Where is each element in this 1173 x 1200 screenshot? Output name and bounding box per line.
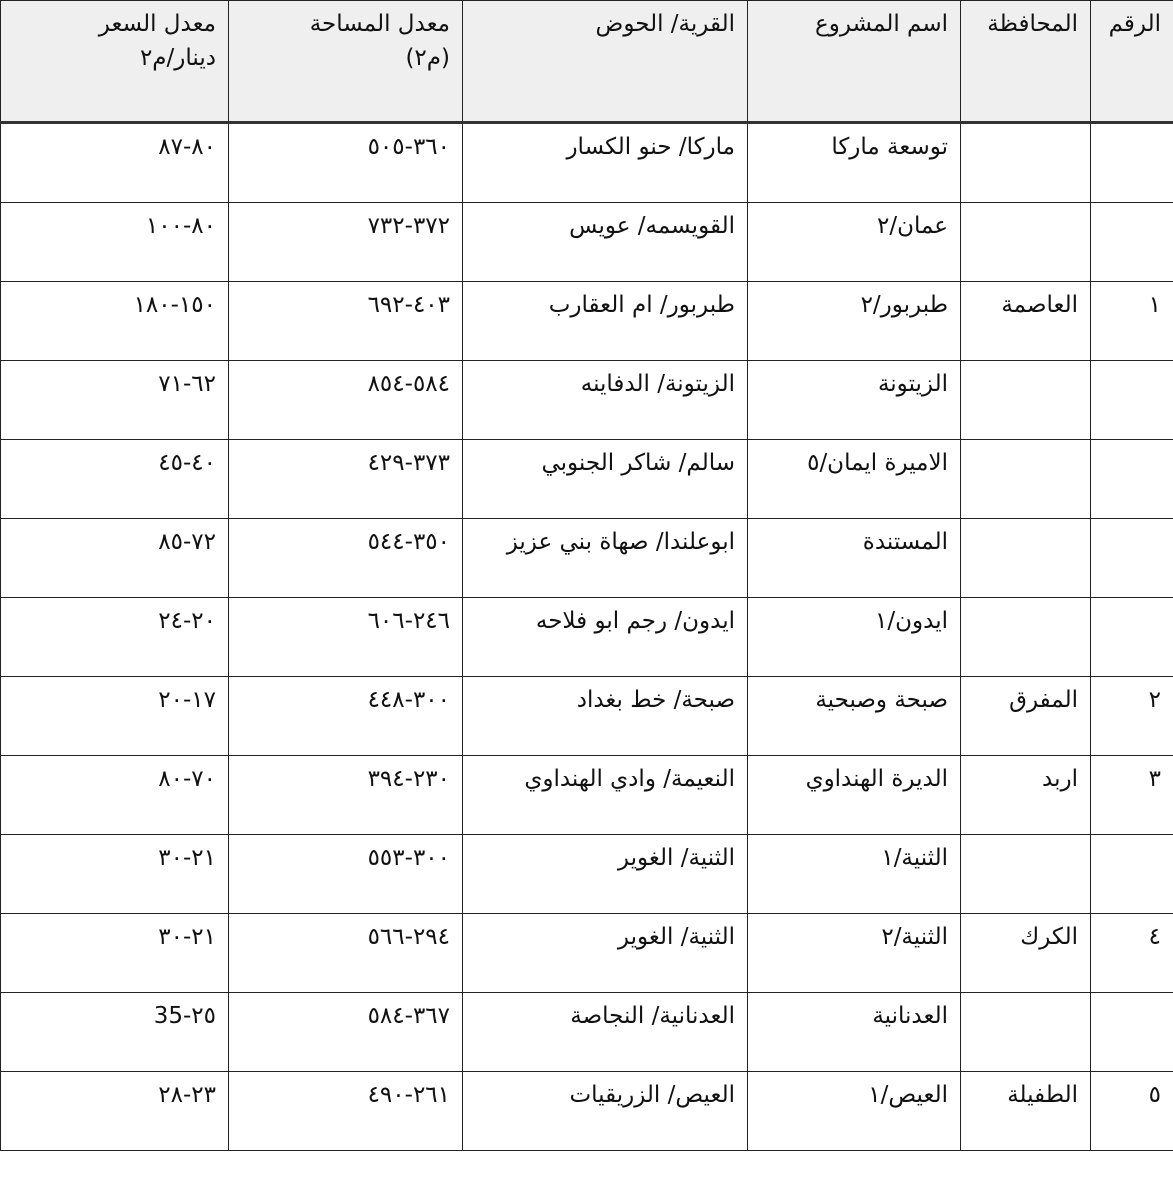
cell-village-basin: الثنية/ الغوير <box>463 914 748 993</box>
cell-governorate <box>961 440 1091 519</box>
table-row <box>1 519 1173 598</box>
cell-area-average: ٣٥٠-٥٤٤ <box>229 519 463 598</box>
cell-price-average: ٢١-٣٠ <box>1 835 229 914</box>
cell-price-average: ١٥٠-١٨٠ <box>1 282 229 361</box>
cell-governorate <box>961 361 1091 440</box>
cell-governorate: الكرك <box>961 914 1091 993</box>
cell-price-average: ٨٠-١٠٠ <box>1 203 229 282</box>
header-village-basin: القرية/ الحوض <box>463 1 748 123</box>
cell-project-name: العدنانية <box>748 993 961 1072</box>
table-row <box>1 835 1173 914</box>
cell-price-average: ٢٥-35 <box>1 993 229 1072</box>
cell-governorate <box>961 835 1091 914</box>
cell-number: ٣ <box>1091 756 1173 835</box>
cell-area-average: ٤٠٣-٦٩٢ <box>229 282 463 361</box>
cell-village-basin: العيص/ الزريقيات <box>463 1072 748 1151</box>
cell-price-average: ٢٠-٢٤ <box>1 598 229 677</box>
cell-project-name: عمان/٢ <box>748 203 961 282</box>
table-row <box>1 123 1173 203</box>
cell-number: ٥ <box>1091 1072 1173 1151</box>
header-number: الرقم <box>1091 1 1173 123</box>
cell-area-average: ٢٣٠-٣٩٤ <box>229 756 463 835</box>
table-row <box>1 203 1173 282</box>
header-project-name: اسم المشروع <box>748 1 961 123</box>
cell-area-average: ٢٦١-٤٩٠ <box>229 1072 463 1151</box>
cell-area-average: ٣٠٠-٥٥٣ <box>229 835 463 914</box>
cell-governorate <box>961 123 1091 203</box>
cell-price-average: ٢١-٣٠ <box>1 914 229 993</box>
table-header-row <box>1 1 1173 123</box>
cell-number <box>1091 598 1173 677</box>
cell-governorate <box>961 993 1091 1072</box>
cell-area-average: ٣٦٧-٥٨٤ <box>229 993 463 1072</box>
cell-village-basin: طبربور/ ام العقارب <box>463 282 748 361</box>
cell-number <box>1091 361 1173 440</box>
cell-project-name: العيص/١ <box>748 1072 961 1151</box>
cell-village-basin: العدنانية/ النجاصة <box>463 993 748 1072</box>
cell-village-basin: ايدون/ رجم ابو فلاحه <box>463 598 748 677</box>
cell-project-name: المستندة <box>748 519 961 598</box>
cell-price-average: ١٧-٢٠ <box>1 677 229 756</box>
cell-project-name: توسعة ماركا <box>748 123 961 203</box>
cell-project-name: صبحة وصبحية <box>748 677 961 756</box>
table-row <box>1 598 1173 677</box>
cell-price-average: ٢٣-٢٨ <box>1 1072 229 1151</box>
cell-area-average: ٣٧٢-٧٣٢ <box>229 203 463 282</box>
cell-village-basin: سالم/ شاكر الجنوبي <box>463 440 748 519</box>
cell-village-basin: ابوعلندا/ صهاة بني عزيز <box>463 519 748 598</box>
cell-village-basin: القويسمه/ عويس <box>463 203 748 282</box>
cell-village-basin: الزيتونة/ الدفاينه <box>463 361 748 440</box>
cell-village-basin: صبحة/ خط بغداد <box>463 677 748 756</box>
cell-number: ١ <box>1091 282 1173 361</box>
cell-project-name: الديرة الهنداوي <box>748 756 961 835</box>
cell-number <box>1091 993 1173 1072</box>
table-body <box>1 123 1173 1151</box>
header-price-average: معدل السعر دينار/م٢ <box>1 1 229 123</box>
table-row <box>1 361 1173 440</box>
cell-village-basin: ماركا/ حنو الكسار <box>463 123 748 203</box>
cell-price-average: ٦٢-٧١ <box>1 361 229 440</box>
table-row <box>1 756 1173 835</box>
cell-number: ٤ <box>1091 914 1173 993</box>
table-row <box>1 677 1173 756</box>
cell-area-average: ٢٩٤-٥٦٦ <box>229 914 463 993</box>
cell-number <box>1091 519 1173 598</box>
cell-number <box>1091 203 1173 282</box>
cell-governorate: العاصمة <box>961 282 1091 361</box>
cell-governorate: اربد <box>961 756 1091 835</box>
cell-price-average: ٤٠-٤٥ <box>1 440 229 519</box>
cell-number <box>1091 123 1173 203</box>
cell-village-basin: النعيمة/ وادي الهنداوي <box>463 756 748 835</box>
cell-governorate: الطفيلة <box>961 1072 1091 1151</box>
cell-project-name: طبربور/٢ <box>748 282 961 361</box>
cell-area-average: ٢٤٦-٦٠٦ <box>229 598 463 677</box>
cell-project-name: ايدون/١ <box>748 598 961 677</box>
table-row <box>1 440 1173 519</box>
cell-project-name: الاميرة ايمان/٥ <box>748 440 961 519</box>
table-row <box>1 282 1173 361</box>
cell-number <box>1091 440 1173 519</box>
cell-governorate <box>961 598 1091 677</box>
cell-project-name: الزيتونة <box>748 361 961 440</box>
cell-price-average: ٨٠-٨٧ <box>1 123 229 203</box>
header-area-average: معدل المساحة (م٢) <box>229 1 463 123</box>
cell-project-name: الثنية/٢ <box>748 914 961 993</box>
cell-area-average: ٣٦٠-٥٠٥ <box>229 123 463 203</box>
cell-number: ٢ <box>1091 677 1173 756</box>
cell-price-average: ٧٠-٨٠ <box>1 756 229 835</box>
cell-area-average: ٣٠٠-٤٤٨ <box>229 677 463 756</box>
cell-area-average: ٣٧٣-٤٢٩ <box>229 440 463 519</box>
table-row <box>1 914 1173 993</box>
cell-village-basin: الثنية/ الغوير <box>463 835 748 914</box>
cell-governorate <box>961 519 1091 598</box>
table-row <box>1 1072 1173 1151</box>
cell-area-average: ٥٨٤-٨٥٤ <box>229 361 463 440</box>
table-row <box>1 993 1173 1072</box>
cell-number <box>1091 835 1173 914</box>
cell-price-average: ٧٢-٨٥ <box>1 519 229 598</box>
cell-governorate <box>961 203 1091 282</box>
cell-governorate: المفرق <box>961 677 1091 756</box>
cell-project-name: الثنية/١ <box>748 835 961 914</box>
header-governorate: المحافظة <box>961 1 1091 123</box>
